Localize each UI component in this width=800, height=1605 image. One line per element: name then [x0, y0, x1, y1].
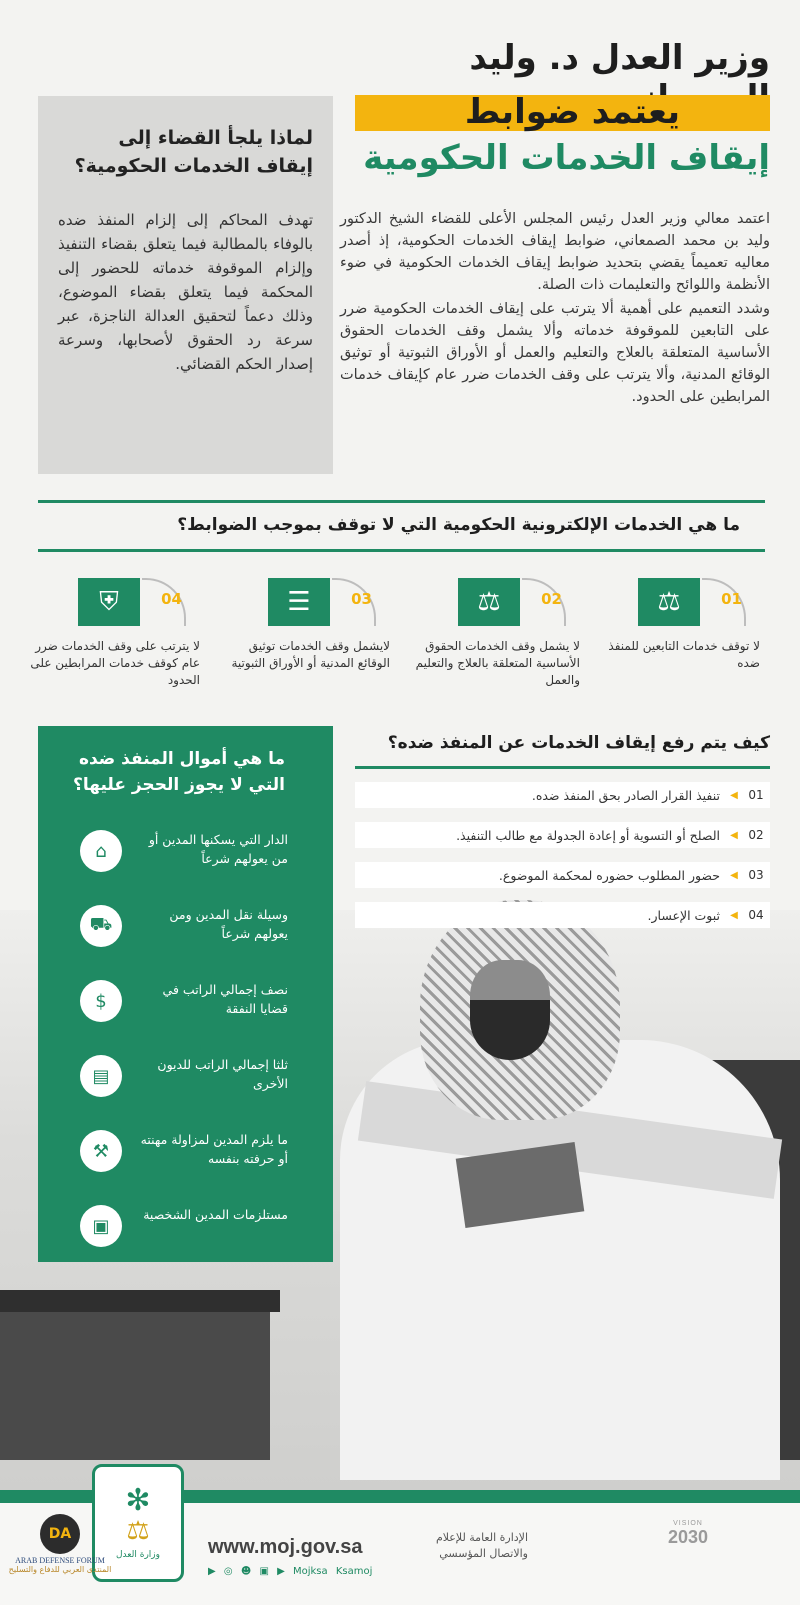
- step-number: 04: [748, 908, 764, 922]
- intro-paragraph-1: اعتمد معالي وزير العدل رئيس المجلس الأعلى للقضاء الشيخ الدكتور وليد بن محمد الصمعاني، ضوابط إيقاف الخدمات الحكومية، إذ أصدر معاليه تعميماً يقضي بتحديد ضوابط إيقاف الخدمات الحكومية في ضوء الأنظمة واللوائح والتعليمات ذات الصلة.: [340, 211, 770, 293]
- asset-text: نصف إجمالي الراتب في قضايا النفقة: [162, 982, 288, 1016]
- department-label: [408, 1530, 528, 1562]
- house-icon: ⌂: [80, 830, 122, 872]
- service-number: 04: [161, 590, 182, 608]
- service-number: 02: [541, 590, 562, 608]
- step-text: ثبوت الإعسار.: [647, 907, 720, 923]
- service-item-02: [410, 578, 580, 688]
- watermark: [4, 1514, 116, 1574]
- vision-year: 2030: [667, 1527, 709, 1547]
- arrow-icon: ◀: [730, 789, 738, 801]
- department-line-2: والاتصال المؤسسي: [439, 1547, 528, 1560]
- divider-bottom: [38, 549, 765, 552]
- arrow-icon: ◀: [730, 829, 738, 841]
- lift-step-01: [355, 782, 770, 808]
- service-number: 01: [721, 590, 742, 608]
- service-number: 03: [351, 590, 372, 608]
- why-text: تهدف المحاكم إلى إلزام المنفذ ضده بالوفاء بالمطالبة فيما يتعلق بقضاء التنفيذ وإلزام الموقوفة خدماته للحضور إلى المحكمة فيما يتعلق بقضاء الموضوع، وذلك دعماً لتحقيق العدالة الناجزة، عبر سرعة رد الحقوق لأصحابها، وسرعة إصدار الحكم القضائي.: [58, 211, 313, 373]
- service-text: لا يترتب على وقف الخدمات ضرر عام كوقف خدمات المرابطين على الحدود: [30, 639, 200, 687]
- why-box: [38, 96, 333, 474]
- asset-text: ثلثا إجمالي الراتب للديون الأخرى: [157, 1057, 288, 1091]
- asset-text: الدار التي يسكنها المدين أو من يعولهم شرعاً: [148, 832, 288, 866]
- step-number: 01: [748, 788, 764, 802]
- arrow-icon: ◀: [730, 909, 738, 921]
- instagram-icon[interactable]: ◎: [223, 1566, 233, 1577]
- shield-scale-icon: ⛨: [78, 578, 140, 626]
- intro-text: [340, 208, 770, 408]
- linkedin-icon[interactable]: ▣: [259, 1566, 269, 1577]
- arrow-icon: ◀: [730, 869, 738, 881]
- youtube-icon[interactable]: ▶: [277, 1566, 285, 1577]
- scale-icon: ⚖: [126, 1516, 150, 1546]
- department-line-1: الإدارة العامة للإعلام: [435, 1531, 528, 1544]
- service-text: لا يشمل وقف الخدمات الحقوق الأساسية المتعلقة بالعلاج والتعليم والعمل: [415, 639, 580, 687]
- headline-approves: يعتمد ضوابط: [464, 92, 680, 132]
- assets-title: ما هي أموال المنفذ ضده التي لا يجوز الحجز عليها؟: [72, 749, 285, 795]
- photo-table-top: [0, 1290, 280, 1312]
- lift-step-03: [355, 862, 770, 888]
- step-number: 02: [748, 828, 764, 842]
- website-link[interactable]: www.moj.gov.sa: [208, 1536, 363, 1558]
- step-number: 03: [748, 868, 764, 882]
- document-icon: ▤: [80, 1055, 122, 1097]
- briefcase-icon: ▣: [80, 1205, 122, 1247]
- scroll-icon: ☰: [268, 578, 330, 626]
- car-icon: ⛟: [80, 905, 122, 947]
- service-text: لايشمل وقف الخدمات توثيق الوقائع المدنية أو الأوراق الثبوتية: [231, 639, 390, 670]
- vision-label: VISION: [673, 1520, 703, 1527]
- snapchat-icon[interactable]: ☻: [240, 1566, 252, 1577]
- step-text: تنفيذ القرار الصادر بحق المنفذ ضده.: [531, 787, 720, 803]
- palm-icon: ✻: [125, 1483, 151, 1518]
- service-item-03: [220, 578, 390, 688]
- asset-item: [38, 1051, 333, 1111]
- asset-item: [38, 826, 333, 886]
- headline-minister: وزير العدل د. وليد: [469, 38, 770, 78]
- lift-divider: [355, 766, 770, 769]
- intro-paragraph-2: وشدد التعميم على أهمية ألا يترتب على إيقاف الخدمات الحكومية ضرر على التابعين للموقوفة خدماته وألا يشمل وقف الخدمات الحقوق الأساسية المتعلقة بالعلاج والتعليم والعمل أو الأوراق الثبوتية أو توثيق الوقائع المدنية، وألا يترتب على وقف الخدمات ضرر عام كإيقاف خدمات المرابطين على الحدود.: [340, 301, 770, 405]
- lift-question: كيف يتم رفع إيقاف الخدمات عن المنفذ ضده؟: [387, 733, 770, 753]
- worker-icon: ⚒: [80, 1130, 122, 1172]
- why-title: لماذا يلجأ القضاء إلى إيقاف الخدمات الحكومية؟: [74, 127, 313, 177]
- service-item-04: [30, 578, 200, 688]
- asset-item: [38, 901, 333, 961]
- salary-icon: $: [80, 980, 122, 1022]
- social-handle-1: Mojksa: [292, 1566, 328, 1577]
- scale-document-icon: ⚖: [458, 578, 520, 626]
- photo-table: [0, 1290, 270, 1460]
- watermark-english: ARAB DEFENSE FORUM: [15, 1556, 105, 1565]
- social-links: [208, 1566, 377, 1577]
- asset-text: مستلزمات المدين الشخصية: [143, 1207, 288, 1222]
- service-text: لا توقف خدمات التابعين للمنفذ ضده: [608, 639, 760, 670]
- asset-item: [38, 1201, 333, 1261]
- assets-panel: [38, 726, 333, 1262]
- asset-item: [38, 976, 333, 1036]
- divider-top: [38, 500, 765, 503]
- emblem-label: وزارة العدل: [116, 1550, 160, 1560]
- step-text: حضور المطلوب حضوره لمحكمة الموضوع.: [498, 867, 720, 883]
- lift-step-02: [355, 822, 770, 848]
- gavel-icon: ⚖: [638, 578, 700, 626]
- step-text: الصلح أو التسوية أو إعادة الجدولة مع طالب التنفيذ.: [456, 827, 720, 843]
- watermark-badge: DA: [40, 1514, 80, 1554]
- lift-step-04: [355, 902, 770, 928]
- twitter-icon[interactable]: ▶: [208, 1566, 216, 1577]
- vision-2030-logo: [648, 1520, 728, 1548]
- social-handle-2: Ksamoj: [335, 1566, 373, 1577]
- watermark-arabic: المنتدى العربي للدفاع والتسليح: [8, 1565, 112, 1574]
- asset-item: [38, 1126, 333, 1186]
- asset-text: وسيلة نقل المدين ومن يعولهم شرعاً: [169, 907, 288, 941]
- asset-text: ما يلزم المدين لمزاولة مهنته أو حرفته بنفسه: [140, 1132, 288, 1166]
- headline-stop-services: إيقاف الخدمات الحكومية: [363, 138, 770, 178]
- service-item-01: [590, 578, 760, 688]
- services-question: ما هي الخدمات الإلكترونية الحكومية التي لا توقف بموجب الضوابط؟: [177, 515, 740, 535]
